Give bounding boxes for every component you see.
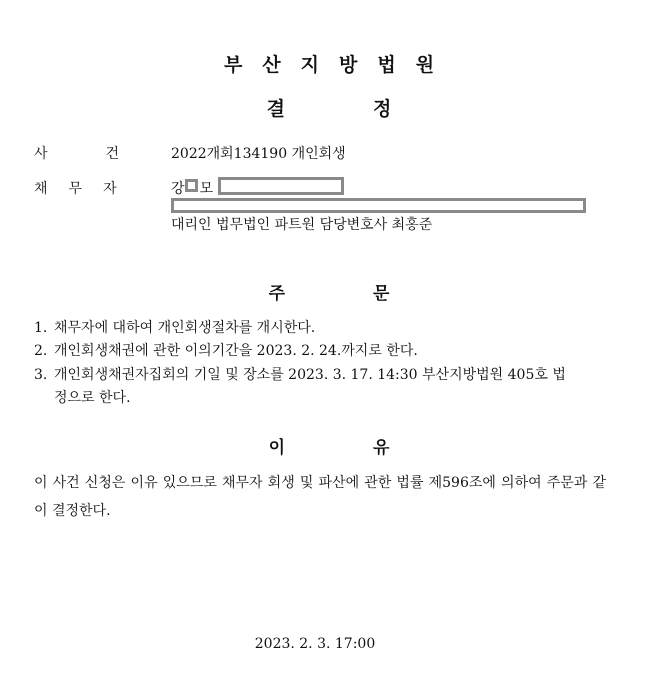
debtor-label-char-2: 무 xyxy=(68,181,83,197)
order-item-text: 채무자에 대하여 개인회생절차를 개시한다. xyxy=(54,320,316,336)
order-item-text: 개인회생채권에 관한 이의기간을 2023. 2. 24.까지로 한다. xyxy=(54,343,418,359)
case-number: 2022개회134190 개인회생 xyxy=(171,146,346,162)
redaction-name-middle xyxy=(185,179,198,192)
order-heading-left: 주 xyxy=(268,284,285,304)
order-item-text: 개인회생채권자집회의 기일 및 장소를 2023. 3. 17. 14:30 부산지방법원 405호 법 xyxy=(54,367,566,383)
redaction-debtor-id xyxy=(218,177,344,195)
order-item-3 xyxy=(34,364,606,387)
title-right-char: 정 xyxy=(373,98,392,120)
debtor-label-char-1: 채 xyxy=(34,181,48,197)
case-label xyxy=(34,143,119,163)
reason-heading-left: 이 xyxy=(268,438,285,458)
reason-heading-right: 유 xyxy=(373,438,390,458)
reason-text: 이 사건 신청은 이유 있으므로 채무자 회생 및 파산에 관한 법률 제596조에 의하여 주문과 같이 결정한다. xyxy=(34,475,606,519)
order-heading-right: 문 xyxy=(373,284,390,304)
redaction-address xyxy=(171,198,586,213)
order-item-number: 3. xyxy=(34,367,48,383)
case-label-char-2: 건 xyxy=(105,146,120,162)
case-label-char-1: 사 xyxy=(34,146,48,162)
order-item-3-continuation: 정으로 한다. xyxy=(54,390,131,406)
order-item-number: 2. xyxy=(34,343,48,359)
debtor-name-first: 강 xyxy=(171,181,185,197)
reason-heading xyxy=(0,433,658,458)
order-heading xyxy=(0,279,658,304)
court-name: 부산지방법원 xyxy=(223,54,455,76)
debtor-name-last: 모 xyxy=(199,181,214,197)
order-item-1 xyxy=(34,317,606,340)
decision-date: 2023. 2. 3. 17:00 xyxy=(254,636,376,652)
document-title xyxy=(0,94,658,121)
order-item-number: 1. xyxy=(34,320,48,336)
debtor-label-char-3: 자 xyxy=(103,181,117,197)
title-left-char: 결 xyxy=(266,98,285,120)
order-item-2 xyxy=(34,340,606,363)
agent-line: 대리인 법무법인 파트원 담당변호사 최홍준 xyxy=(171,217,433,233)
debtor-label xyxy=(34,178,117,198)
